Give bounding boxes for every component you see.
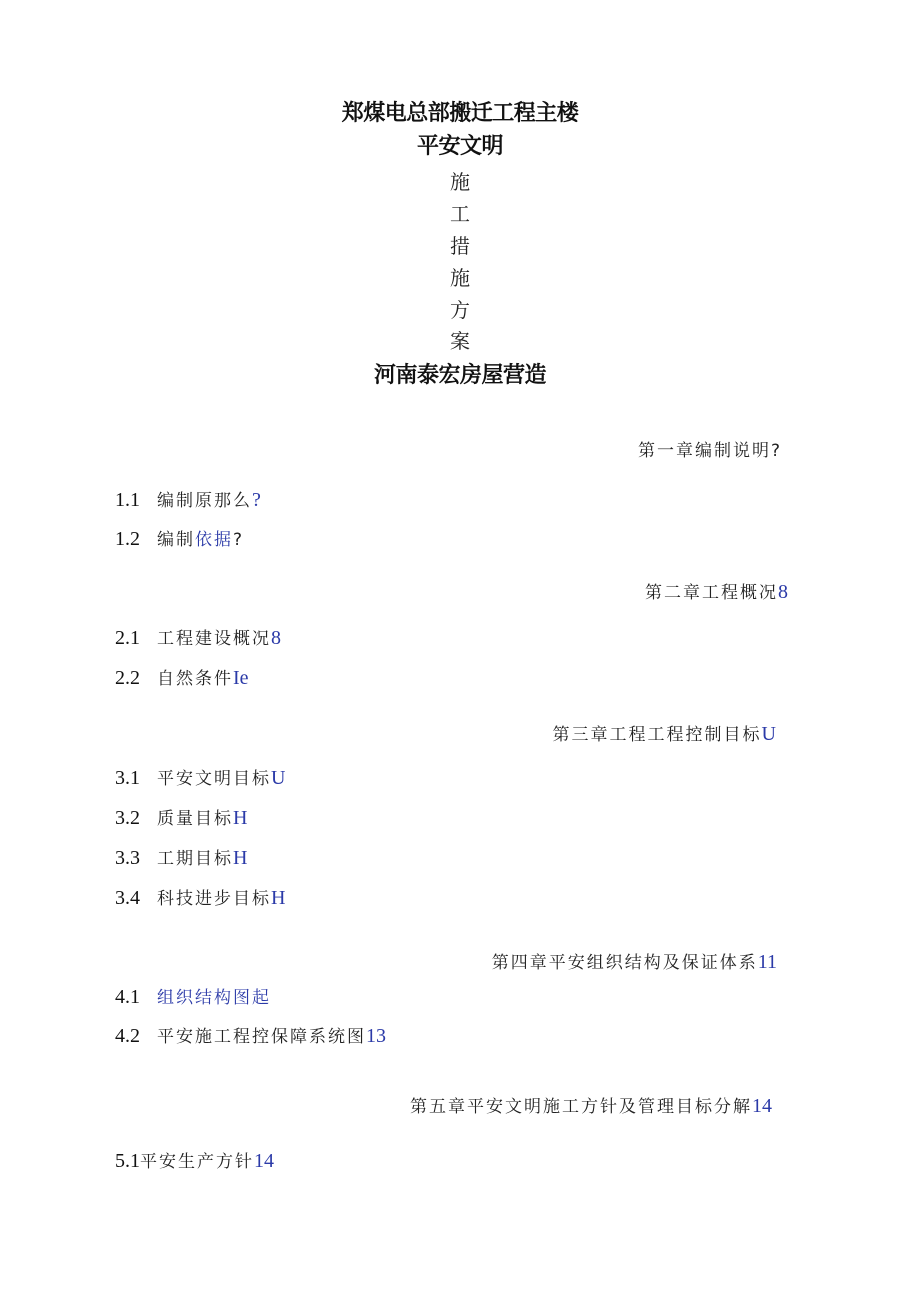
toc-entry-1-1[interactable] bbox=[115, 486, 261, 512]
toc-entry-number: 2.1 bbox=[115, 627, 140, 649]
toc-page-number: 13 bbox=[366, 1025, 386, 1047]
toc-entry-1-2[interactable] bbox=[115, 525, 244, 551]
toc-entry-label-link: 依据 bbox=[195, 530, 233, 550]
cover-company-name: 河南泰宏房屋营造 bbox=[373, 363, 546, 388]
toc-chapter-label: 第一章编制说明 bbox=[637, 441, 771, 461]
toc-chapter-label: 第三章工程工程控制目标 bbox=[552, 725, 762, 745]
toc-page-number: H bbox=[271, 887, 286, 909]
toc-entry-4-2[interactable] bbox=[115, 1022, 386, 1048]
toc-entry-5-1[interactable] bbox=[115, 1147, 274, 1173]
toc-chapter-label: 第二章工程概况 bbox=[645, 583, 778, 603]
toc-entry-number: 4.1 bbox=[115, 986, 140, 1008]
toc-entry-number: 5.1 bbox=[115, 1150, 140, 1172]
toc-entry-label: 科技进步目标 bbox=[157, 889, 271, 909]
cover-vertical-char-6: 案 bbox=[450, 329, 470, 353]
toc-page-number: 8 bbox=[778, 581, 788, 603]
toc-page-number: ? bbox=[233, 530, 245, 550]
cover-vertical-char-1: 施 bbox=[450, 170, 470, 194]
cover-title-line1: 郑煤电总部搬迁工程主楼 bbox=[341, 101, 579, 126]
toc-entry-number: 3.2 bbox=[115, 807, 140, 829]
toc-page-number: U bbox=[271, 767, 286, 789]
toc-entry-label: 编制原那么 bbox=[157, 491, 252, 511]
toc-entry-number: 1.2 bbox=[115, 528, 140, 550]
toc-entry-3-2[interactable] bbox=[115, 804, 247, 830]
cover-vertical-char-2: 工 bbox=[450, 202, 470, 226]
toc-page-number: ? bbox=[770, 441, 782, 461]
toc-entry-number: 3.3 bbox=[115, 847, 140, 869]
cover-title-line2: 平安文明 bbox=[416, 134, 503, 159]
toc-entry-number: 3.4 bbox=[115, 887, 140, 909]
toc-entry-label: 平安施工程控保障系统图 bbox=[157, 1027, 366, 1047]
toc-entry-number: 1.1 bbox=[115, 489, 140, 511]
toc-page-number: 14 bbox=[254, 1150, 274, 1172]
toc-chapter-1[interactable] bbox=[638, 436, 782, 461]
toc-entry-label: 工期目标 bbox=[157, 849, 233, 869]
toc-chapter-label: 第五章平安文明施工方针及管理目标分解 bbox=[410, 1097, 752, 1117]
toc-entry-number: 3.1 bbox=[115, 767, 140, 789]
cover-vertical-char-3: 措 bbox=[450, 234, 470, 258]
toc-chapter-2[interactable] bbox=[645, 578, 788, 604]
toc-page-number: U bbox=[761, 723, 776, 745]
toc-page-number: 11 bbox=[757, 951, 777, 973]
toc-entry-label: 组织结构图起 bbox=[157, 988, 271, 1008]
toc-entry-3-1[interactable] bbox=[115, 764, 285, 790]
toc-entry-number: 4.2 bbox=[115, 1025, 140, 1047]
toc-entry-2-2[interactable] bbox=[115, 664, 249, 690]
toc-page-number: 8 bbox=[271, 627, 281, 649]
toc-entry-label: 编制 bbox=[157, 530, 195, 550]
toc-page-number: ? bbox=[252, 489, 261, 511]
toc-page-number: 14 bbox=[752, 1095, 772, 1117]
toc-page-number: Ie bbox=[233, 667, 249, 689]
toc-entry-label: 平安文明目标 bbox=[157, 769, 271, 789]
toc-chapter-label: 第四章平安组织结构及保证体系 bbox=[491, 953, 758, 973]
toc-entry-number: 2.2 bbox=[115, 667, 140, 689]
toc-entry-label: 平安生产方针 bbox=[140, 1152, 254, 1172]
cover-vertical-char-5: 方 bbox=[450, 298, 470, 322]
toc-entry-3-3[interactable] bbox=[115, 844, 247, 870]
toc-entry-label: 自然条件 bbox=[157, 669, 233, 689]
toc-entry-label: 质量目标 bbox=[157, 809, 233, 829]
toc-page-number: H bbox=[233, 807, 248, 829]
toc-chapter-3[interactable] bbox=[553, 720, 776, 746]
toc-page-number: H bbox=[233, 847, 248, 869]
toc-entry-2-1[interactable] bbox=[115, 624, 281, 650]
toc-entry-label: 工程建设概况 bbox=[157, 629, 271, 649]
toc-entry-4-1[interactable] bbox=[115, 983, 271, 1009]
toc-chapter-5[interactable] bbox=[410, 1092, 772, 1118]
toc-entry-3-4[interactable] bbox=[115, 884, 285, 910]
toc-chapter-4[interactable] bbox=[492, 948, 777, 974]
cover-vertical-char-4: 施 bbox=[450, 266, 470, 290]
